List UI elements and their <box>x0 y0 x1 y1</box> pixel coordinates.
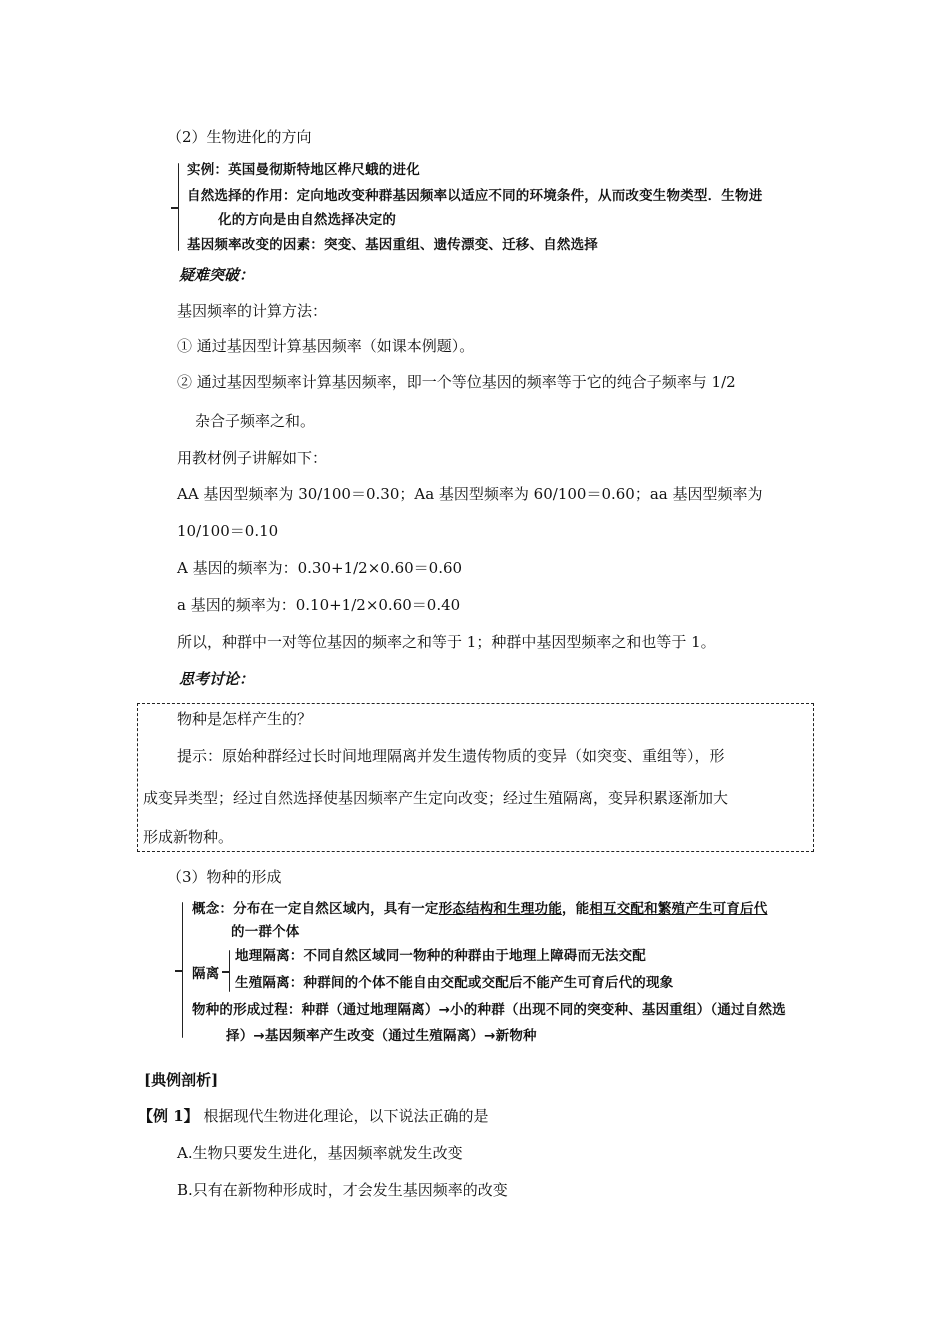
geographic-isolation: 地理隔离：不同自然区域同一物种的种群由于地理上障碍而无法交配 <box>235 948 646 964</box>
section-2-example: 实例：英国曼彻斯特地区桦尺蛾的进化 <box>187 162 420 178</box>
concept-text: ，能 <box>561 901 590 917</box>
discussion-question: 物种是怎样产生的？ <box>177 710 313 728</box>
concept-reproduction: 相互交配和繁殖产生可育后代 <box>589 901 768 917</box>
discussion-answer-line: 提示：原始种群经过长时间地理隔离并发生遗传物质的变异（如突变、重组等），形 <box>177 747 725 765</box>
section-2-selection-role: 自然选择的作用：定向地改变种群基因频率以适应不同的环境条件，从而改变生物类型．生物进 <box>187 188 763 204</box>
species-concept-cont: 的一群个体 <box>231 924 300 940</box>
concept-text: 概念：分布在一定自然区域内，具有一定 <box>192 901 439 917</box>
section-3-heading: （3）物种的形成 <box>167 868 282 886</box>
section-2-selection-role-cont: 化的方向是由自然选择决定的 <box>218 212 397 228</box>
option-a: A.生物只要发生进化，基因频率就发生改变 <box>177 1144 463 1162</box>
concept-structure: 形态结构和生理功能 <box>438 901 562 917</box>
species-concept <box>192 899 767 919</box>
difficulty-line: AA 基因型频率为 30/100＝0.30；Aa 基因型频率为 60/100＝0.60；aa 基因型频率为 <box>177 485 763 503</box>
difficulty-line: ② 通过基因型频率计算基因频率，即一个等位基因的频率等于它的纯合子频率与 1/2 <box>177 373 736 391</box>
section-2-factors: 基因频率改变的因素：突变、基因重组、遗传漂变、迁移、自然选择 <box>187 237 598 253</box>
discussion-title: 思考讨论： <box>179 670 255 688</box>
difficulty-line: 杂合子频率之和。 <box>195 412 316 430</box>
speciation-process: 物种的形成过程：种群（通过地理隔离）→小的种群（出现不同的突变种、基因重组）（通过自然选 <box>192 1002 786 1018</box>
reproductive-isolation: 生殖隔离：种群间的个体不能自由交配或交配后不能产生可育后代的现象 <box>235 975 674 991</box>
example-1 <box>138 1106 488 1126</box>
isolation-brace <box>229 950 230 992</box>
isolation-label: 隔离 <box>192 966 220 982</box>
difficulty-line: 所以，种群中一对等位基因的频率之和等于 1；种群中基因型频率之和也等于 1。 <box>177 633 716 651</box>
section-2-heading: （2）生物进化的方向 <box>167 128 312 146</box>
difficulty-line: 10/100＝0.10 <box>177 522 279 540</box>
example-question: 根据现代生物进化理论，以下说法正确的是 <box>203 1107 489 1125</box>
difficulty-line: a 基因的频率为：0.10+1/2×0.60＝0.40 <box>177 596 461 614</box>
example-section-title: [典例剖析] <box>144 1071 219 1089</box>
difficulty-title: 疑难突破： <box>179 266 255 284</box>
difficulty-line: A 基因的频率为：0.30+1/2×0.60＝0.60 <box>177 559 463 577</box>
discussion-answer-line: 成变异类型；经过自然选择使基因频率产生定向改变；经过生殖隔离，变异积累逐渐加大 <box>143 789 729 807</box>
discussion-answer-line: 形成新物种。 <box>143 828 234 846</box>
difficulty-line: 基因频率的计算方法： <box>177 302 328 320</box>
section-3-outer-brace <box>182 902 183 1038</box>
section-2-brace <box>178 163 179 251</box>
difficulty-line: ① 通过基因型计算基因频率（如课本例题）。 <box>177 337 475 355</box>
example-label: 【例 1】 <box>138 1107 199 1125</box>
speciation-process-cont: 择）→基因频率产生改变（通过生殖隔离）→新物种 <box>226 1028 537 1044</box>
option-b: B.只有在新物种形成时，才会发生基因频率的改变 <box>177 1181 508 1199</box>
difficulty-line: 用教材例子讲解如下： <box>177 449 328 467</box>
